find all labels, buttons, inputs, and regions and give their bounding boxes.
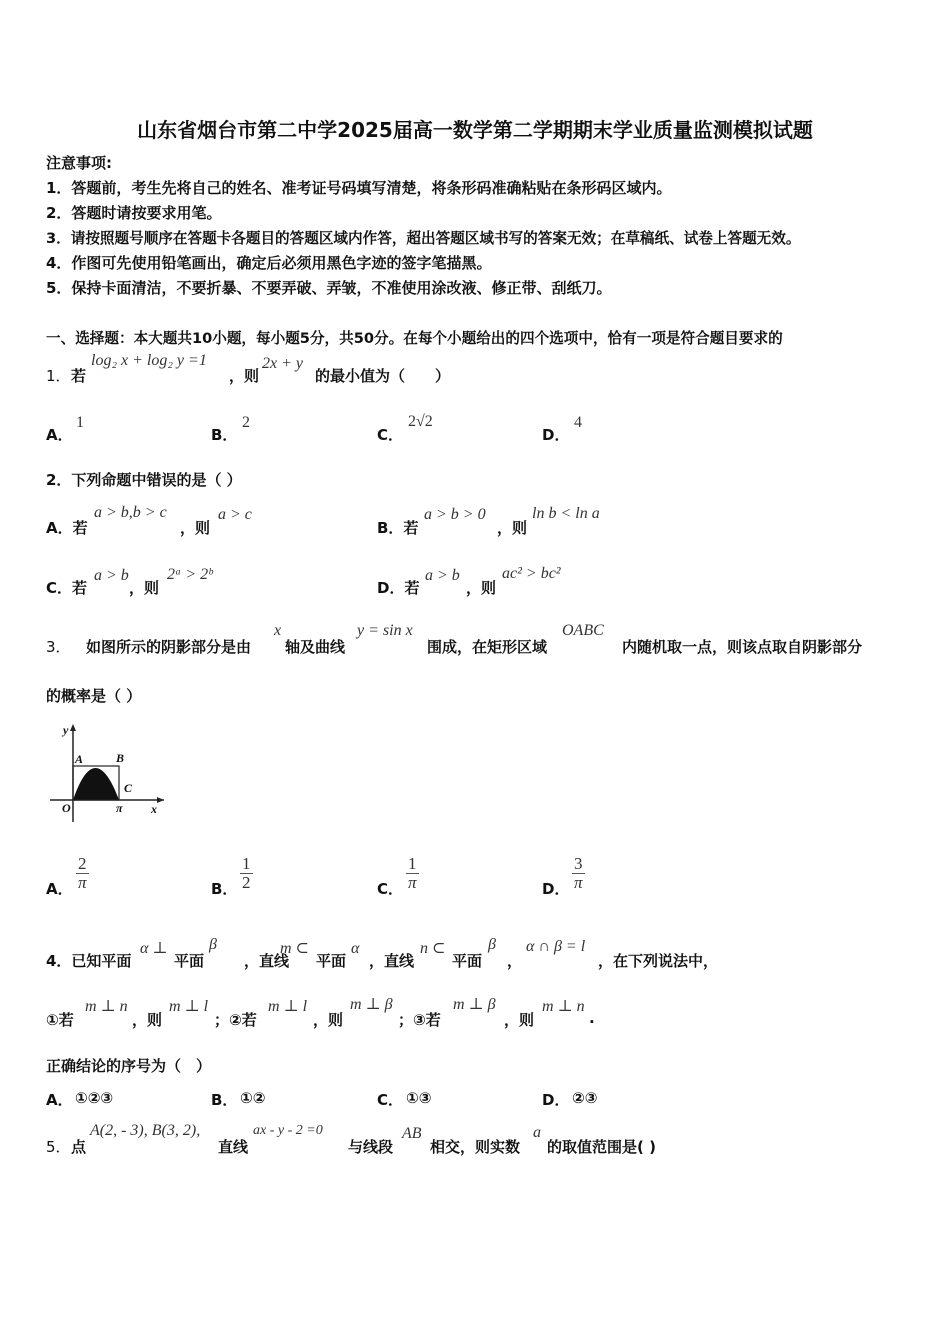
q5-text-3: 与线段	[348, 1138, 394, 1156]
q4-l2-math-4: m ⊥ β	[350, 996, 393, 1013]
q4-math-3: m ⊂	[280, 940, 309, 957]
q1-option-a-label: A．	[46, 426, 73, 444]
q2-option-b-label: B．若	[377, 519, 419, 537]
q4-l2-math-3: m ⊥ l	[268, 998, 308, 1015]
q2-option-d-result: ac² > bc²	[502, 565, 561, 582]
q4-math-4: α	[351, 940, 360, 957]
q2-option-d-condition: a > b	[425, 567, 460, 584]
page-title: 山东省烟台市第二中学2025届高一数学第二学期期末学业质量监测模拟试题	[137, 118, 813, 142]
q2-option-a-condition: a > b,b > c	[94, 504, 167, 521]
q3-option-b-fraction	[240, 855, 253, 892]
q4-text-8: ，在下列说法中，	[598, 952, 719, 970]
q3-option-c-num: 1	[408, 854, 417, 873]
q3-rect: OABC	[562, 622, 604, 639]
q3-option-b-num: 1	[242, 854, 251, 873]
q4-option-a-label: A．	[46, 1091, 73, 1109]
q4-text-3: ，直线	[244, 952, 290, 970]
q4-l2-text-7: .	[589, 1009, 595, 1027]
q4-l2-text-1: ①若	[46, 1011, 74, 1029]
q4-text-2: 平面	[174, 952, 205, 970]
q2-option-c-condition: a > b	[94, 567, 129, 584]
q2-option-c-result: 2ᵃ > 2ᵇ	[167, 566, 213, 583]
q2-option-c-then: ，则	[129, 579, 160, 597]
figure-label-o: O	[62, 801, 71, 815]
q4-text-7: ，	[507, 952, 523, 970]
q3-option-d-den: π	[574, 873, 583, 892]
q5-text-1: 点	[71, 1138, 87, 1156]
q1-option-a-value: 1	[76, 414, 84, 431]
notice-item-3: 3．请按照题号顺序在答题卡各题目的答题区域内作答，超出答题区域书写的答案无效；在草稿纸、试卷上答题无效。	[46, 230, 801, 247]
q3-option-b-label: B．	[211, 880, 238, 898]
q2-option-a-result: a > c	[218, 506, 252, 523]
q4-option-c-label: C．	[377, 1091, 404, 1109]
figure-label-b: B	[116, 751, 125, 765]
q1-expression: 2x + y	[262, 355, 303, 372]
q4-l2-text-3: ；②若	[214, 1011, 257, 1029]
q1-option-c-label: C．	[377, 426, 404, 444]
q4-option-d-label: D．	[542, 1091, 570, 1109]
notice-item-1: 1．答题前，考生先将自己的姓名、准考证号码填写清楚，将条形码准确粘贴在条形码区域内。	[46, 179, 672, 197]
q1-condition: log₂ x + log₂ y =1	[91, 352, 207, 369]
q1-option-c-value: 2√2	[408, 413, 433, 430]
q3-text-4: 内随机取一点，则该点取自阴影部分	[622, 638, 863, 656]
q3-number: 3．	[46, 638, 71, 656]
q4-l2-math-5: m ⊥ β	[453, 996, 496, 1013]
q3-option-d-fraction	[572, 855, 585, 892]
q2-option-d-then: ，则	[466, 579, 497, 597]
q5-text-2: 直线	[218, 1138, 249, 1156]
q5-number: 5．	[46, 1138, 71, 1156]
q4-l2-math-2: m ⊥ l	[169, 998, 209, 1015]
q1-option-d-label: D．	[542, 426, 570, 444]
q4-math-5: n ⊂	[420, 940, 446, 957]
q3-x-axis: x	[274, 622, 282, 639]
q3-option-a-fraction	[76, 855, 89, 892]
q4-math-1: α ⊥	[140, 940, 168, 957]
q5-segment: AB	[402, 1125, 422, 1142]
q3-option-b-den: 2	[242, 873, 251, 892]
q4-option-a-value: ①②③	[75, 1089, 114, 1107]
q4-text-1: 4．已知平面	[46, 952, 132, 970]
q4-text-4: 平面	[316, 952, 347, 970]
q4-l2-text-4: ，则	[313, 1011, 344, 1029]
q4-math-6: β	[488, 936, 496, 953]
q1-if: 若	[71, 367, 87, 385]
q2-stem: 2．下列命题中错误的是（ ）	[46, 471, 242, 489]
q4-l2-text-6: ，则	[504, 1011, 535, 1029]
q3-text-5: 的概率是（ ）	[46, 687, 142, 705]
notice-item-2: 2．答题时请按要求用笔。	[46, 204, 222, 222]
q4-l2-math-1: m ⊥ n	[85, 998, 128, 1015]
figure-label-x: x	[151, 802, 157, 816]
figure-label-a: A	[75, 752, 84, 766]
q5-param-a: a	[533, 1124, 541, 1141]
q2-option-a-then: ，则	[180, 519, 211, 537]
section-heading: 一、选择题：本大题共10小题，每小题5分，共50分。在每个小题给出的四个选项中，恰有一项是符合题目要求的	[46, 330, 783, 347]
notice-item-4: 4．作图可先使用铅笔画出，确定后必须用黑色字迹的签字笔描黑。	[46, 254, 492, 272]
q1-option-b-value: 2	[242, 414, 250, 431]
q2-option-d-label: D．若	[377, 579, 420, 597]
q1-option-d-value: 4	[574, 414, 582, 431]
q4-math-7: α ∩ β = l	[526, 938, 586, 955]
q3-text-3: 围成，在矩形区域	[427, 638, 548, 656]
q1-number: 1．	[46, 367, 71, 385]
q4-l2-math-6: m ⊥ n	[542, 998, 585, 1015]
q1-then: ，则	[229, 367, 260, 385]
q2-option-b-then: ，则	[497, 519, 528, 537]
q5-text-4: 相交，则实数	[430, 1138, 521, 1156]
q5-text-5: 的取值范围是( )	[547, 1138, 656, 1156]
figure-label-pi: π	[116, 801, 123, 815]
q5-points: A(2, - 3), B(3, 2),	[90, 1122, 201, 1139]
q3-option-d-label: D．	[542, 880, 570, 898]
notice-heading: 注意事项:	[46, 154, 112, 172]
q3-text-2: 轴及曲线	[285, 638, 346, 656]
q4-option-d-value: ②③	[572, 1089, 598, 1107]
q3-curve: y = sin x	[357, 622, 413, 639]
q4-text-6: 平面	[452, 952, 483, 970]
q3-text-1: 如图所示的阴影部分是由	[86, 638, 252, 656]
notice-item-5: 5．保持卡面清洁，不要折暴、不要弄破、弄皱，不准使用涂改液、修正带、刮纸刀。	[46, 279, 612, 297]
q3-figure	[44, 718, 172, 826]
q1-option-b-label: B．	[211, 426, 238, 444]
figure-label-y: y	[63, 723, 69, 737]
q3-option-d-num: 3	[574, 854, 583, 873]
q3-option-a-label: A．	[46, 880, 73, 898]
q2-option-c-label: C．若	[46, 579, 88, 597]
q4-option-c-value: ①③	[406, 1089, 432, 1107]
q2-option-a-label: A．若	[46, 519, 88, 537]
q3-option-a-den: π	[78, 873, 87, 892]
q5-line: ax - y - 2 =0	[253, 1123, 323, 1138]
q3-option-a-num: 2	[78, 854, 87, 873]
q3-option-c-label: C．	[377, 880, 404, 898]
q4-option-b-label: B．	[211, 1091, 238, 1109]
q3-option-c-fraction	[406, 855, 419, 892]
q4-option-b-value: ①②	[240, 1089, 266, 1107]
q2-option-b-result: ln b < ln a	[532, 505, 600, 522]
q4-l2-text-5: ；③若	[398, 1011, 441, 1029]
q4-text-5: ，直线	[369, 952, 415, 970]
q3-option-c-den: π	[408, 873, 417, 892]
q4-stem-3: 正确结论的序号为（ ）	[46, 1057, 212, 1075]
q2-option-b-condition: a > b > 0	[424, 506, 486, 523]
figure-label-c: C	[124, 781, 133, 795]
q4-l2-text-2: ，则	[132, 1011, 163, 1029]
q1-tail: 的最小值为（ ）	[315, 367, 451, 385]
q4-math-2: β	[209, 936, 217, 953]
